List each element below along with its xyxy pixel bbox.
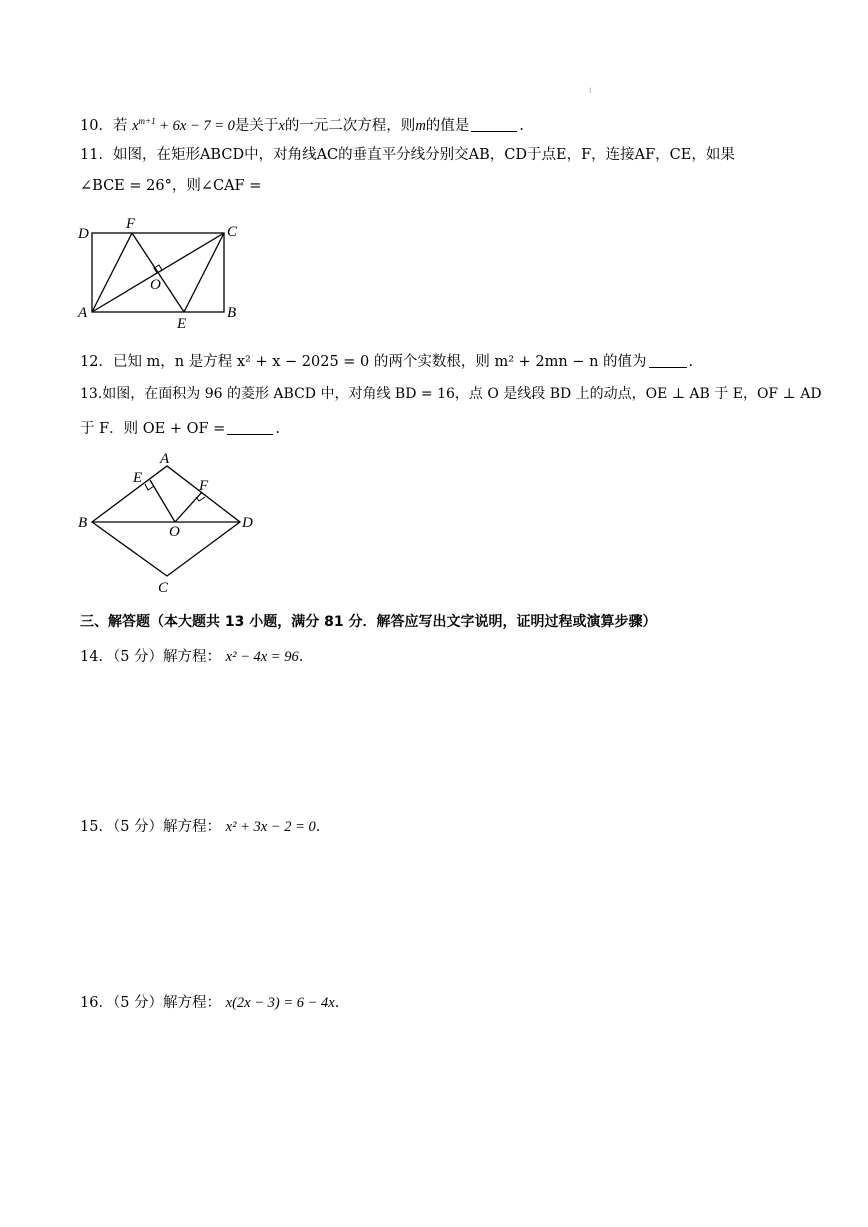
- section-title: 三、解答题（本大题共 13 小题，满分 81 分．解答应写出文字说明，证明过程或演算步骤）: [80, 614, 657, 630]
- question-number: 10．: [80, 117, 113, 134]
- variable-x: x: [278, 117, 285, 134]
- label-e: E: [133, 470, 143, 486]
- label-f: F: [126, 216, 136, 232]
- section-heading: [80, 612, 656, 632]
- label-a: A: [160, 451, 170, 467]
- question-text: （5 分）解方程：: [112, 995, 222, 1011]
- segment-of: [175, 492, 202, 522]
- period: .: [688, 354, 694, 370]
- question-10: [80, 111, 524, 136]
- question-number: 14．: [80, 649, 113, 665]
- question-13-line1: [80, 384, 822, 404]
- rhombus-abcd: [92, 466, 240, 576]
- question-text: 已知 m，n 是方程 x² + x − 2025 = 0 的两个实数根，则 m² + 2mn − n 的值为: [112, 354, 647, 370]
- label-o: O: [150, 277, 161, 293]
- question-text: （5 分）解方程：: [112, 819, 222, 835]
- question-text: 若: [112, 117, 128, 134]
- formula: + 6x − 7 = 0: [155, 117, 235, 134]
- label-b: B: [227, 305, 237, 321]
- formula: x(2x − 3) = 6 − 4x: [225, 995, 335, 1011]
- variable-m: m: [415, 117, 426, 134]
- page-mark: ⁝: [589, 86, 592, 95]
- label-c: C: [227, 224, 238, 240]
- rectangle-diagram: [70, 212, 250, 332]
- period: .: [315, 819, 321, 835]
- question-text: 的一元二次方程，则: [284, 117, 416, 134]
- question-text: 的值是: [425, 117, 470, 134]
- period: .: [334, 995, 340, 1011]
- rhombus-diagram: [72, 450, 262, 600]
- formula-exponent: m+1: [138, 116, 156, 126]
- answer-blank[interactable]: [649, 353, 687, 368]
- answer-blank[interactable]: [471, 117, 517, 132]
- question-12: [80, 352, 693, 372]
- formula: x² − 4x = 96: [225, 649, 299, 665]
- period: .: [519, 117, 524, 134]
- question-text: 如图，在矩形ABCD中，对角线AC的垂直平分线分别交AB，CD于点E，F，连接AF，CE，如果: [112, 147, 735, 163]
- question-text: ∠BCE = 26°，则∠CAF =: [80, 178, 262, 194]
- question-13-line2: [80, 419, 280, 439]
- question-11-line1: [80, 145, 735, 165]
- question-number: 11．: [80, 147, 113, 163]
- question-text: 是关于: [234, 117, 279, 134]
- question-15: [80, 817, 320, 837]
- period: .: [275, 421, 280, 437]
- formula: x: [132, 117, 139, 134]
- label-b: B: [78, 515, 88, 531]
- formula: x² + 3x − 2 = 0: [225, 819, 316, 835]
- label-f: F: [199, 478, 209, 494]
- question-text: （5 分）解方程：: [112, 649, 222, 665]
- question-16: [80, 993, 339, 1013]
- period: .: [298, 649, 304, 665]
- question-text: 如图，在面积为 96 的菱形 ABCD 中，对角线 BD = 16，点 O 是线段 BD 上的动点，OE ⊥ AB 于 E，OF ⊥ AD: [102, 386, 822, 402]
- question-11-line2: [80, 176, 261, 196]
- answer-blank[interactable]: [227, 420, 273, 435]
- question-text: 于 F．则 OE + OF =: [80, 421, 226, 437]
- label-d: D: [242, 515, 253, 531]
- label-a: A: [78, 305, 88, 321]
- question-number: 15．: [80, 819, 113, 835]
- question-number: 12．: [80, 354, 113, 370]
- question-number: 13.: [80, 386, 103, 402]
- question-14: [80, 647, 303, 667]
- label-o: O: [169, 524, 180, 540]
- label-e: E: [177, 316, 187, 332]
- label-c: C: [158, 580, 169, 596]
- question-number: 16．: [80, 995, 113, 1011]
- label-d: D: [78, 226, 89, 242]
